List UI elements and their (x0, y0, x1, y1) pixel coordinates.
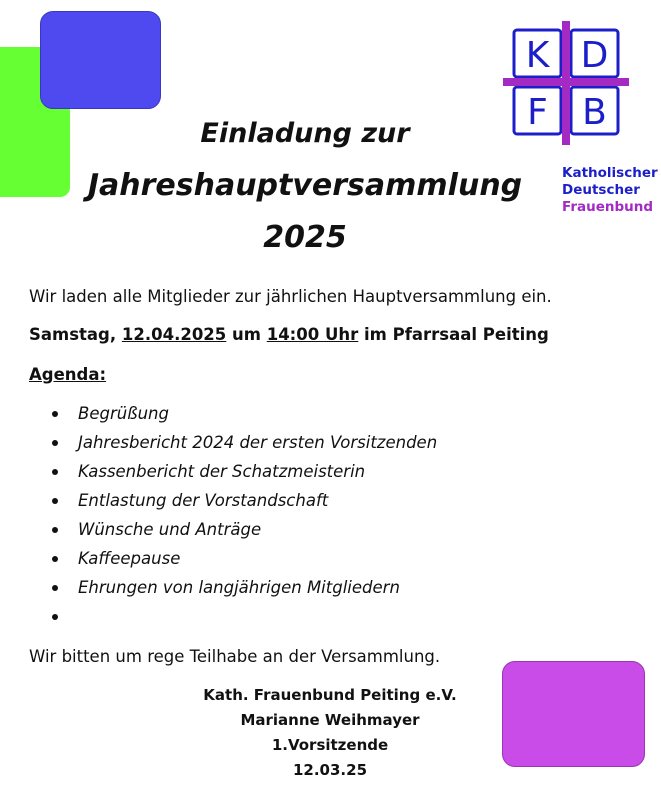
agenda-item-text: Kassenbericht der Schatzmeisterin (78, 462, 366, 481)
kdfb-logo (503, 19, 658, 215)
logo-text-line-2: Deutscher (562, 182, 640, 198)
bullet-icon (52, 469, 58, 475)
agenda-item (49, 431, 437, 460)
signature-organization: Kath. Frauenbund Peiting e.V. (203, 686, 457, 704)
logo-text-line-3: Frauenbund (562, 199, 654, 215)
title-line-1: Einladung zur (200, 118, 410, 149)
agenda-item (49, 460, 437, 489)
agenda-item (49, 576, 437, 605)
agenda-item-text: Wünsche und Anträge (78, 520, 262, 539)
signature-block (170, 683, 490, 783)
agenda-item-text: Kaffeepause (78, 549, 181, 568)
bullet-icon (52, 614, 58, 620)
logo-wordmark (562, 165, 658, 216)
agenda-item-text: Entlastung der Vorstandschaft (78, 491, 329, 510)
agenda-item (49, 547, 437, 576)
agenda-item-text: Begrüßung (78, 404, 169, 423)
bullet-icon (52, 440, 58, 446)
title-line-2: Jahreshauptversammlung (87, 168, 523, 203)
bullet-icon (52, 411, 58, 417)
page-title (40, 108, 570, 264)
date-line (29, 325, 549, 344)
agenda-item-text: Ehrungen von langjährigen Mitgliedern (78, 578, 400, 597)
agenda-item (49, 402, 437, 431)
logo-letter-d: D (580, 35, 609, 76)
agenda-item-empty (49, 605, 437, 634)
logo-letter-f: F (527, 92, 548, 133)
signature-name: Marianne Weihmayer (240, 711, 420, 729)
event-date: 12.04.2025 (121, 325, 227, 344)
agenda-list (49, 402, 437, 634)
agenda-item (49, 518, 437, 547)
bullet-icon (52, 556, 58, 562)
intro-paragraph: Wir laden alle Mitglieder zur jährlichen Hauptversammlung ein. (29, 287, 552, 306)
bullet-icon (52, 527, 58, 533)
bullet-icon (52, 498, 58, 504)
blue-decor-block (40, 11, 161, 109)
signature-role: 1.Vorsitzende (271, 736, 389, 754)
logo-letter-b: B (582, 92, 607, 133)
agenda-item (49, 489, 437, 518)
event-location: im Pfarrsaal Peiting (358, 325, 549, 344)
signature-date: 12.03.25 (292, 761, 368, 779)
event-time: 14:00 Uhr (266, 325, 359, 344)
agenda-heading: Agenda: (29, 365, 107, 384)
purple-decor-block (502, 661, 645, 767)
date-mid: um (226, 325, 267, 344)
bullet-icon (52, 585, 58, 591)
logo-text-line-1: Katholischer (562, 165, 658, 181)
closing-paragraph: Wir bitten um rege Teilhabe an der Versammlung. (29, 647, 441, 666)
date-prefix: Samstag, (29, 325, 122, 344)
title-line-3: 2025 (263, 220, 347, 255)
logo-letter-k: K (525, 35, 550, 76)
agenda-item-text: Jahresbericht 2024 der ersten Vorsitzenden (78, 433, 438, 452)
